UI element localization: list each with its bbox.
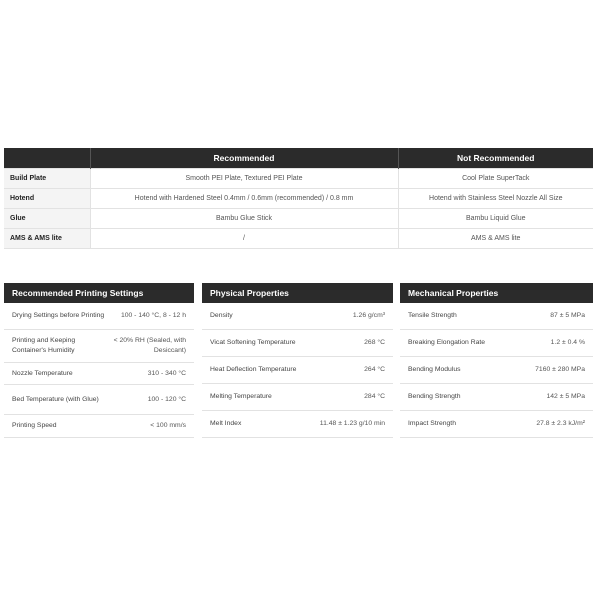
property-value: 27.8 ± 2.3 kJ/m² <box>536 420 585 427</box>
physical-properties-panel <box>202 283 393 438</box>
table-row <box>202 384 393 411</box>
table-row <box>4 330 194 363</box>
panel-title: Recommended Printing Settings <box>4 283 194 303</box>
table-row <box>4 303 194 330</box>
property-value: 310 - 340 °C <box>147 369 186 377</box>
property-value: 100 - 120 °C <box>147 395 186 403</box>
row-label: Build Plate <box>4 169 90 189</box>
property-value: 1.2 ± 0.4 % <box>550 339 585 346</box>
table-row <box>202 330 393 357</box>
table-row <box>400 330 593 357</box>
property-label: Bending Modulus <box>408 366 461 373</box>
property-value: 142 ± 5 MPa <box>546 393 585 400</box>
compatibility-table <box>4 148 593 249</box>
table-row <box>4 189 593 209</box>
header-empty <box>4 148 90 169</box>
property-value: 87 ± 5 MPa <box>550 312 585 319</box>
property-label: Melt Index <box>210 420 242 427</box>
table-header-row <box>4 148 593 169</box>
header-recommended: Recommended <box>90 148 398 169</box>
recommended-value: / <box>90 229 398 249</box>
property-label: Bed Temperature (with Glue) <box>12 395 99 403</box>
property-label: Tensile Strength <box>408 312 457 319</box>
property-value: 264 °C <box>364 366 385 373</box>
table-row <box>4 363 194 385</box>
property-label: Vicat Softening Temperature <box>210 339 296 346</box>
property-label: Nozzle Temperature <box>12 369 73 377</box>
property-label: Printing and Keeping Container's Humidity <box>12 337 76 354</box>
property-value: 1.26 g/cm³ <box>352 312 385 319</box>
printing-settings-panel <box>4 283 194 438</box>
recommended-value: Bambu Glue Stick <box>90 209 398 229</box>
property-label: Breaking Elongation Rate <box>408 339 486 346</box>
table-row <box>4 229 593 249</box>
mechanical-properties-panel <box>400 283 593 438</box>
property-value: 7160 ± 280 MPa <box>535 366 585 373</box>
table-row <box>202 303 393 330</box>
property-label: Impact Strength <box>408 420 456 427</box>
panel-title: Physical Properties <box>202 283 393 303</box>
property-label: Printing Speed <box>12 422 57 429</box>
property-value: 268 °C <box>364 339 385 346</box>
panel-title: Mechanical Properties <box>400 283 593 303</box>
property-value: 11.48 ± 1.23 g/10 min <box>319 420 385 427</box>
table-row <box>400 384 593 411</box>
table-row <box>202 411 393 438</box>
recommended-value: Smooth PEI Plate, Textured PEI Plate <box>90 169 398 189</box>
recommended-value: Hotend with Hardened Steel 0.4mm / 0.6mm (recommended) / 0.8 mm <box>90 189 398 209</box>
property-label: Melting Temperature <box>210 393 272 400</box>
property-value: 284 °C <box>364 393 385 400</box>
table-row <box>400 357 593 384</box>
row-label: Glue <box>4 209 90 229</box>
table-row <box>4 169 593 189</box>
not-recommended-value: Cool Plate SuperTack <box>398 169 593 189</box>
not-recommended-value: Bambu Liquid Glue <box>398 209 593 229</box>
property-value: < 20% RH (Sealed, with Desiccant) <box>113 337 186 354</box>
table-row <box>400 411 593 438</box>
row-label: AMS & AMS lite <box>4 229 90 249</box>
property-label: Bending Strength <box>408 393 461 400</box>
not-recommended-value: AMS & AMS lite <box>398 229 593 249</box>
property-label: Heat Deflection Temperature <box>210 366 297 373</box>
table-row <box>4 415 194 438</box>
property-value: < 100 mm/s <box>150 422 186 429</box>
row-label: Hotend <box>4 189 90 209</box>
table-row <box>400 303 593 330</box>
property-label: Drying Settings before Printing <box>12 312 105 319</box>
table-row <box>4 385 194 415</box>
not-recommended-value: Hotend with Stainless Steel Nozzle All Size <box>398 189 593 209</box>
table-row <box>202 357 393 384</box>
property-label: Density <box>210 312 233 319</box>
table-row <box>4 209 593 229</box>
header-not-recommended: Not Recommended <box>398 148 593 169</box>
property-value: 100 - 140 °C, 8 - 12 h <box>120 312 186 319</box>
